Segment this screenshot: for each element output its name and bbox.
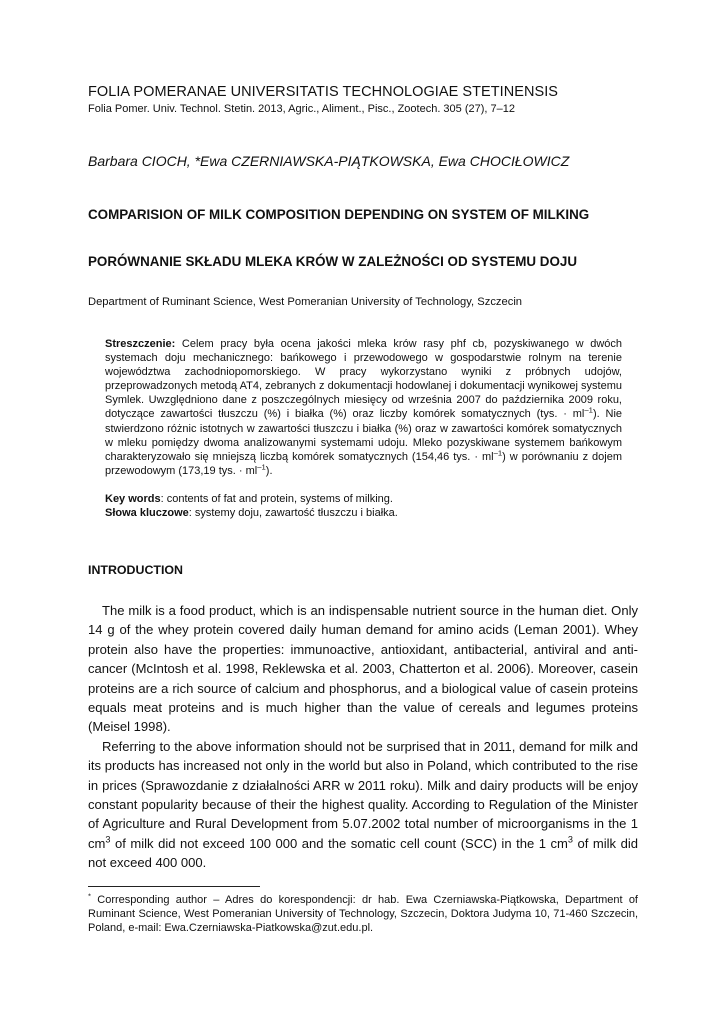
abstract-text-2: ). Nie stwierdzono różnic istotnych w zawartości tłuszczu i białka (%) oraz w zawartości komórek somatycznych w mleku pomiędzy dwoma analizowanymi systemami udoju. Mleko pozyskiwane systemem bańkowym charakteryzowało się mniejszą liczbą komórek somatycznych (154,46 tys. · ml	[105, 408, 623, 463]
title-english: COMPARISION OF MILK COMPOSITION DEPENDING ON SYSTEM OF MILKING	[88, 207, 590, 222]
journal-citation: Folia Pomer. Univ. Technol. Stetin. 2013, Agric., Aliment., Pisc., Zootech. 305 (27), 7–12	[88, 103, 515, 115]
abstract-text-1: Celem pracy była ocena jakości mleka krów rasy phf cb, pozyskiwanego w dwóch systemach doju mechanicznego: bańkowego i przewodowego w gospodarstwie rolnym na terenie województwa zachodniopomorskiego. W pracy wykorzystano wyniki z próbnych udojów, przeprowadzonych metodą AT4, zebranych z dokumentacji hodowlanej i dokumentacji wynikowej systemu Symlek. Uwzględniono dane z poszczególnych miesięcy od września 2007 do października 2009 roku, dotyczące zawartości tłuszczu (%) i białka (%) oraz liczby komórek somatycznych (tys. · ml	[105, 338, 622, 421]
footnote-mark: *	[88, 891, 91, 901]
intro-p2-text-c: of milk did not exceed 400 000.	[88, 835, 638, 871]
affiliation: Department of Ruminant Science, West Pomeranian University of Technology, Szczecin	[88, 296, 523, 308]
abstract-text-4: ).	[265, 464, 273, 477]
abstract-text-3: ) w porównaniu z dojem przewodowym (173,19 tys. · ml	[105, 450, 623, 477]
abstract	[105, 337, 622, 478]
keywords-pl-text: : systemy doju, zawartość tłuszczu i białka.	[188, 507, 398, 519]
intro-p2-text-a: Referring to the above information should not be surprised that in 2011, demand for milk and its products has increased not only in the world but also in Poland, which contributed to the rise in prices (Sprawozdanie z działalności ARR w 2011 roku). Milk and dairy products will be enjoy constant popularity because of their the highest quality. According to Regulation of the Minister of Agriculture and Rural Development from 5.07.2002 total number of microorganisms in the 1 cm	[88, 738, 638, 851]
keywords-pl	[105, 506, 622, 520]
introduction-body	[88, 601, 638, 873]
intro-p2-text-b: of milk did not exceed 100 000 and the somatic cell count (SCC) in the 1 cm	[110, 835, 568, 851]
intro-paragraph-1: The milk is a food product, which is an indispensable nutrient source in the human diet. Only 14 g of the whey protein covered daily human demand for amino acids (Leman 2001). Whey protein also have the properties: immunoactive, antioxidant, antibacterial, antiviral and anti-cancer (McIntosh et al. 1998, Reklewska et al. 2003, Chatterton et al. 2006). Moreover, casein proteins are a rich source of calcium and phosphorus, and a biological value of casein proteins equals meat proteins and is much higher than the value of cereals and legumes proteins (Meisel 1998).	[88, 603, 638, 735]
abstract-sup-1: –1	[584, 405, 593, 415]
abstract-sup-3: –1	[257, 462, 266, 472]
footnote-divider	[88, 886, 260, 887]
keywords-block	[105, 492, 622, 520]
intro-p2-sup-1: 3	[105, 834, 111, 845]
journal-name: FOLIA POMERANAE UNIVERSITATIS TECHNOLOGIAE STETINENSIS	[88, 84, 559, 100]
keywords-en-label: Key words	[105, 493, 161, 505]
keywords-pl-label: Słowa kluczowe	[105, 507, 189, 519]
title-polish: PORÓWNANIE SKŁADU MLEKA KRÓW W ZALEŻNOŚCI OD SYSTEMU DOJU	[88, 254, 577, 269]
authors: Barbara CIOCH, *Ewa CZERNIAWSKA-PIĄTKOWSKA, Ewa CHOCIŁOWICZ	[88, 153, 570, 169]
keywords-en-text: : contents of fat and protein, systems of milking.	[160, 493, 393, 505]
footnote-text: Corresponding author – Adres do korespondencji: dr hab. Ewa Czerniawska-Piątkowska, Department of Ruminant Science, West Pomeranian University of Technology, Szczecin, Doktora Judyma 10, 71-460 Szczecin, Poland, e-mail: Ewa.Czerniawska-Piatkowska@zut.edu.pl.	[88, 894, 638, 935]
keywords-en	[105, 492, 622, 506]
abstract-sup-2: –1	[493, 448, 503, 458]
footnote	[88, 893, 638, 936]
section-heading-introduction: INTRODUCTION	[88, 563, 183, 577]
intro-p2-sup-2: 3	[567, 834, 573, 845]
abstract-label: Streszczenie:	[105, 338, 176, 350]
intro-paragraph-2	[88, 737, 638, 873]
